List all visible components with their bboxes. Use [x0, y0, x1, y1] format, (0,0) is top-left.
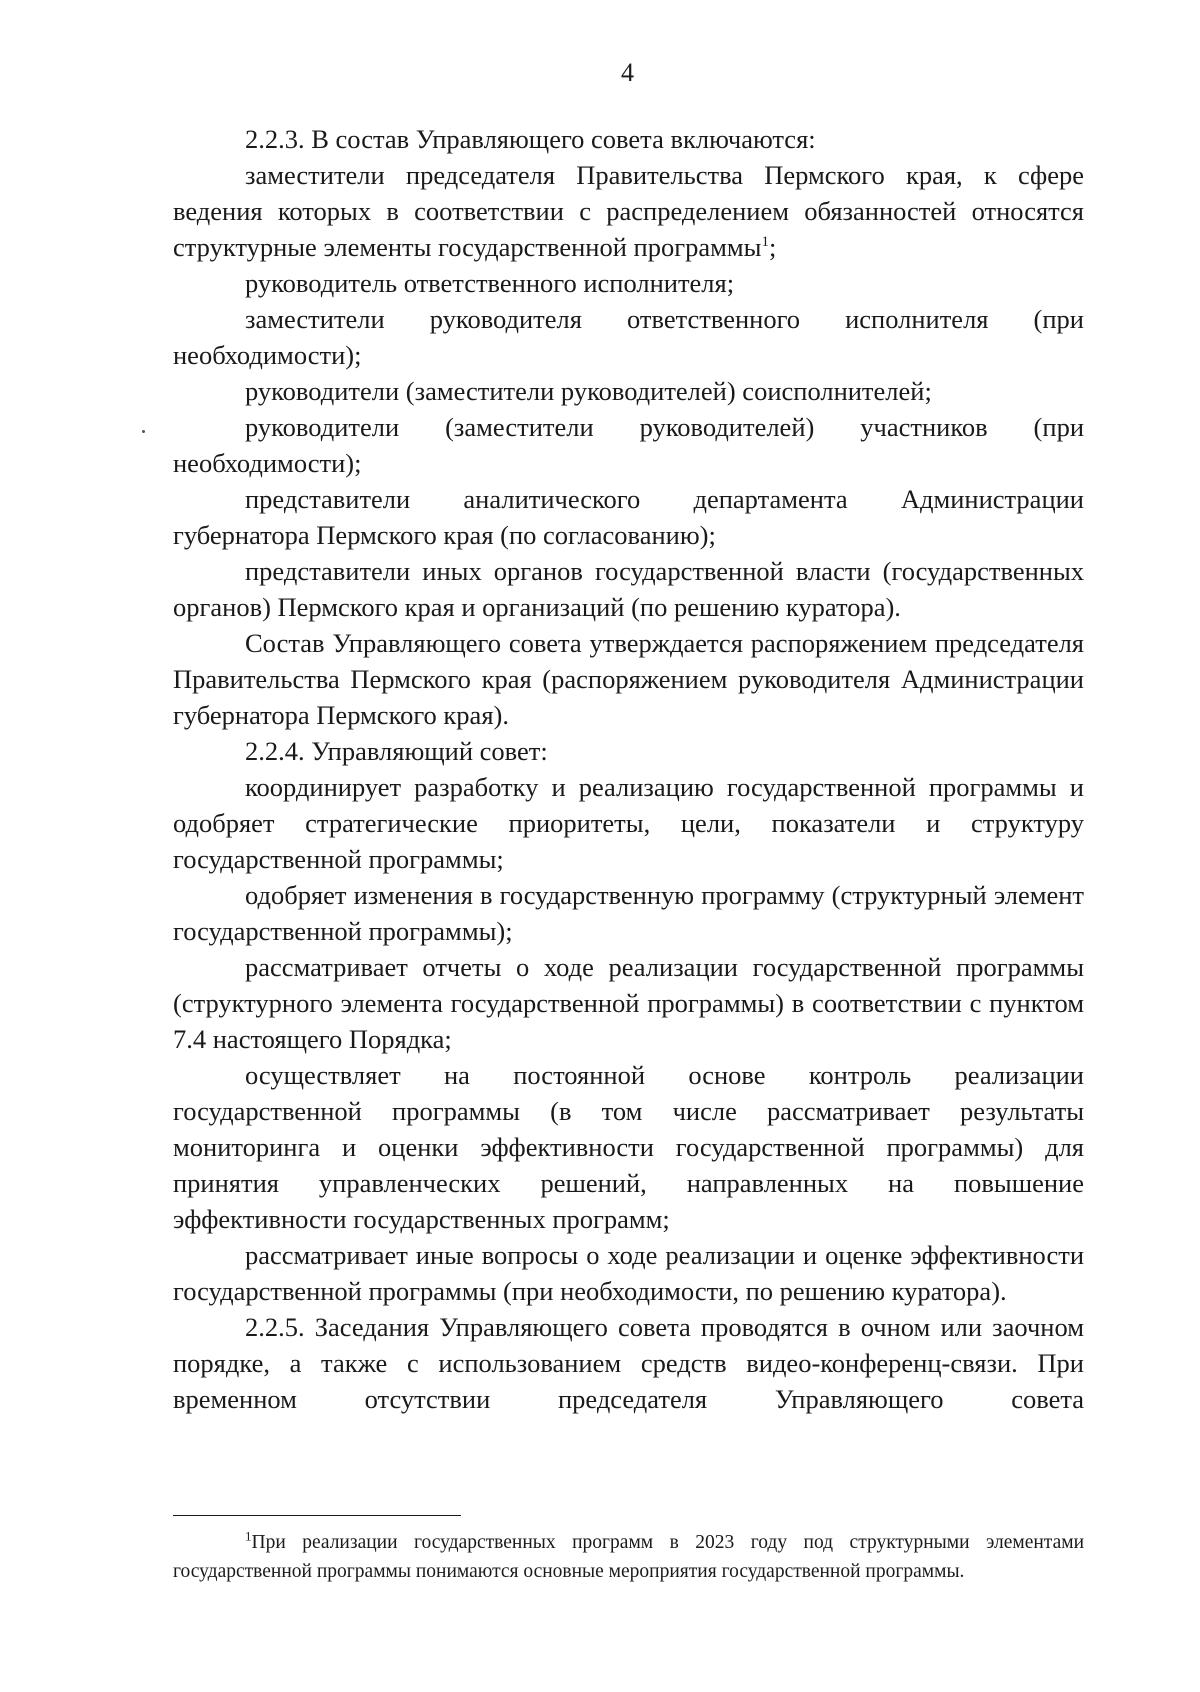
paragraph — [173, 157, 1084, 265]
footnote-text: При реализации государственных программ в 2023 году под структурными элементами государственной программы понимаются основные мероприятия государственной программы. — [173, 1532, 1084, 1582]
paragraph: руководители (заместители руководителей) участников (при необходимости); — [173, 412, 1084, 478]
paragraph-text-suffix: ; — [768, 232, 777, 262]
paragraph: руководители (заместители руководителей) соисполнителей; — [245, 376, 932, 406]
paragraph: рассматривает иные вопросы о ходе реализации и оценке эффективности государственной программы (при необходимости, по решению куратора). — [173, 1240, 1084, 1306]
paragraph: 2.2.3. В состав Управляющего совета включаются: — [245, 124, 816, 154]
paragraph: заместители руководителя ответственного исполнителя (при необходимости); — [173, 304, 1084, 370]
paragraph: руководитель ответственного исполнителя; — [245, 268, 735, 298]
paragraph: координирует разработку и реализацию государственной программы и одобряет стратегические приоритеты, цели, показатели и структуру государственной программы; — [173, 772, 1084, 874]
paragraph: одобряет изменения в государственную программу (структурный элемент государственной программы); — [173, 880, 1084, 946]
page-number: 4 — [621, 58, 634, 87]
paragraph: Состав Управляющего совета утверждается распоряжением председателя Правительства Пермского края (распоряжением руководителя Администрации губернатора Пермского края). — [173, 628, 1084, 730]
paragraph: рассматривает отчеты о ходе реализации государственной программы (структурного элемента государственной программы) в соответствии с пунктом 7.4 настоящего Порядка; — [173, 952, 1084, 1054]
paragraph: представители аналитического департамента Администрации губернатора Пермского края (по согласованию); — [173, 484, 1084, 550]
footnote-marker: 1 — [245, 1528, 252, 1544]
footnote-reference[interactable]: 1 — [761, 234, 769, 251]
footnote — [173, 1528, 1084, 1586]
paragraph-text: заместители председателя Правительства Пермского края, к сфере ведения которых в соответствии с распределением обязанностей относятся структурные элементы государственной программы — [173, 160, 1084, 262]
paragraph: 2.2.5. Заседания Управляющего совета проводятся в очном или заочном порядке, а также с использованием средств видео-конференц-связи. При временном отсутствии председателя Управляющего совета — [173, 1312, 1084, 1414]
scan-speck — [142, 430, 145, 433]
paragraph: представители иных органов государственной власти (государственных органов) Пермского края и организаций (по решению куратора). — [173, 556, 1084, 622]
footnote-separator — [173, 1515, 461, 1516]
paragraph: осуществляет на постоянной основе контроль реализации государственной программы (в том числе рассматривает результаты мониторинга и оценки эффективности государственной программы) для принятия управленческих решений, направленных на повышение эффективности государственных программ; — [173, 1060, 1084, 1234]
paragraph: 2.2.4. Управляющий совет: — [245, 736, 548, 766]
document-body — [173, 121, 1084, 1417]
